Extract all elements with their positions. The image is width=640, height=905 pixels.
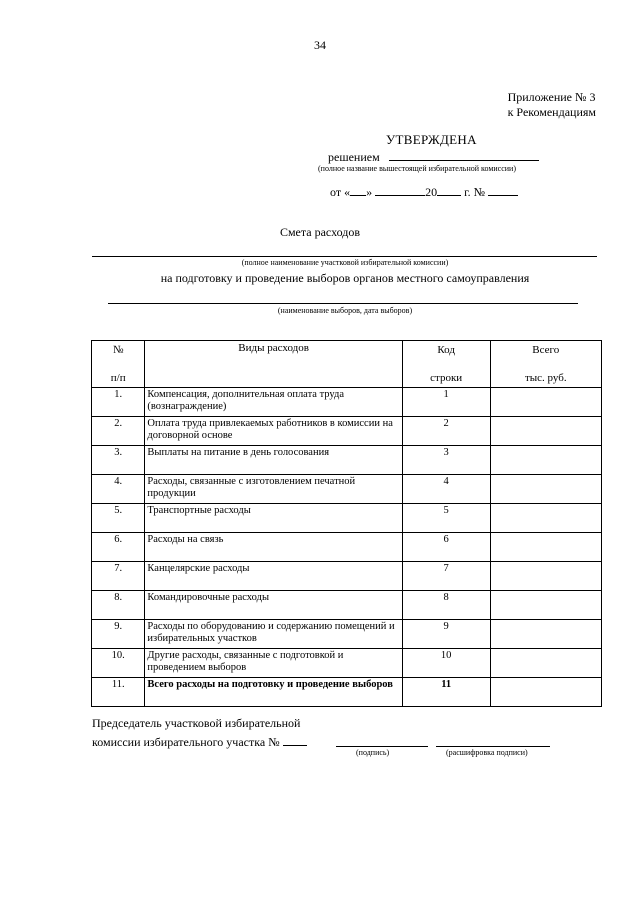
date-suffix: г. № <box>464 185 486 199</box>
row-total[interactable] <box>490 620 601 649</box>
date-year: 20 <box>425 185 438 199</box>
appendix-line-2: к Рекомендациям <box>507 105 596 119</box>
row-name: Оплата труда привлекаемых работников в комиссии на договорной основе <box>145 417 402 446</box>
document-title: Смета расходов <box>279 225 361 239</box>
signature-blank <box>336 746 428 747</box>
signature-decode-hint: (расшифровка подписи) <box>446 748 528 757</box>
decision-blank <box>389 160 539 161</box>
row-total[interactable] <box>490 475 601 504</box>
row-name: Командировочные расходы <box>145 591 402 620</box>
table-header-row <box>92 341 602 388</box>
header-kinds: Виды расходов <box>145 341 402 388</box>
row-total[interactable] <box>490 504 601 533</box>
row-num: 9. <box>92 620 145 649</box>
commission-hint: (полное наименование участковой избирательной комиссии) <box>241 258 449 267</box>
row-code: 7 <box>402 562 490 591</box>
row-name: Расходы по оборудованию и содержанию помещений и избирательных участков <box>145 620 402 649</box>
row-code: 4 <box>402 475 490 504</box>
row-total[interactable] <box>490 591 601 620</box>
table-row <box>92 446 602 475</box>
row-total[interactable] <box>490 417 601 446</box>
date-prefix: от « <box>330 185 351 199</box>
appendix-line-1: Приложение № 3 <box>507 90 596 104</box>
decision-hint: (полное название вышестоящей избирательной комиссии) <box>318 164 516 173</box>
elections-name-line <box>108 303 578 304</box>
row-num: 11. <box>92 678 145 707</box>
page-number: 34 <box>314 38 326 52</box>
row-num: 1. <box>92 388 145 417</box>
row-name: Транспортные расходы <box>145 504 402 533</box>
table-row <box>92 620 602 649</box>
month-blank <box>375 195 425 196</box>
row-name: Канцелярские расходы <box>145 562 402 591</box>
row-name: Всего расходы на подготовку и проведение выборов <box>145 678 402 707</box>
header-num <box>92 341 145 388</box>
chairman-line-1: Председатель участковой избирательной <box>92 716 301 730</box>
row-code: 1 <box>402 388 490 417</box>
header-code-bottom: строки <box>430 372 463 384</box>
precinct-number-blank <box>283 745 307 746</box>
expenses-table <box>91 340 602 707</box>
row-num: 7. <box>92 562 145 591</box>
row-code: 5 <box>402 504 490 533</box>
table-row <box>92 504 602 533</box>
document-subtitle: на подготовку и проведение выборов органов местного самоуправления <box>160 271 530 285</box>
row-num: 4. <box>92 475 145 504</box>
table-row <box>92 533 602 562</box>
chairman-line-2-text: комиссии избирательного участка № <box>92 735 280 749</box>
row-num: 2. <box>92 417 145 446</box>
signature-hint: (подпись) <box>356 748 390 757</box>
row-code: 8 <box>402 591 490 620</box>
table-row <box>92 475 602 504</box>
approved-heading: УТВЕРЖДЕНА <box>386 132 477 147</box>
header-total-top: Всего <box>532 344 560 356</box>
row-code: 6 <box>402 533 490 562</box>
table-row <box>92 562 602 591</box>
row-num: 10. <box>92 649 145 678</box>
number-blank <box>488 195 518 196</box>
row-name: Компенсация, дополнительная оплата труда (вознаграждение) <box>145 388 402 417</box>
commission-name-line <box>92 256 597 257</box>
date-line <box>330 185 518 200</box>
header-num-top: № <box>112 344 124 356</box>
row-code: 11 <box>402 678 490 707</box>
row-num: 5. <box>92 504 145 533</box>
table-row-total <box>92 678 602 707</box>
date-mid: » <box>366 185 373 199</box>
row-name: Другие расходы, связанные с подготовкой и проведением выборов <box>145 649 402 678</box>
row-total[interactable] <box>490 446 601 475</box>
row-code: 10 <box>402 649 490 678</box>
header-code-top: Код <box>437 344 455 356</box>
chairman-line-2 <box>92 735 307 750</box>
row-total[interactable] <box>490 533 601 562</box>
row-total[interactable] <box>490 388 601 417</box>
header-total <box>490 341 601 388</box>
row-code: 2 <box>402 417 490 446</box>
decision-label: решением <box>328 150 380 164</box>
header-code <box>402 341 490 388</box>
appendix-note <box>508 90 596 120</box>
table-row <box>92 417 602 446</box>
signature-decode-blank <box>436 746 550 747</box>
row-code: 3 <box>402 446 490 475</box>
year-blank <box>437 195 461 196</box>
row-num: 3. <box>92 446 145 475</box>
row-name: Выплаты на питание в день голосования <box>145 446 402 475</box>
row-name: Расходы на связь <box>145 533 402 562</box>
row-name: Расходы, связанные с изготовлением печатной продукции <box>145 475 402 504</box>
table-row <box>92 591 602 620</box>
elections-hint: (наименование выборов, дата выборов) <box>277 306 413 315</box>
row-total[interactable] <box>490 649 601 678</box>
decision-line <box>328 150 539 165</box>
row-num: 8. <box>92 591 145 620</box>
header-num-bottom: п/п <box>110 372 126 384</box>
row-total[interactable] <box>490 678 601 707</box>
row-num: 6. <box>92 533 145 562</box>
table-row <box>92 649 602 678</box>
row-code: 9 <box>402 620 490 649</box>
row-total[interactable] <box>490 562 601 591</box>
day-blank <box>350 195 366 196</box>
header-total-bottom: тыс. руб. <box>524 372 567 384</box>
table-row <box>92 388 602 417</box>
